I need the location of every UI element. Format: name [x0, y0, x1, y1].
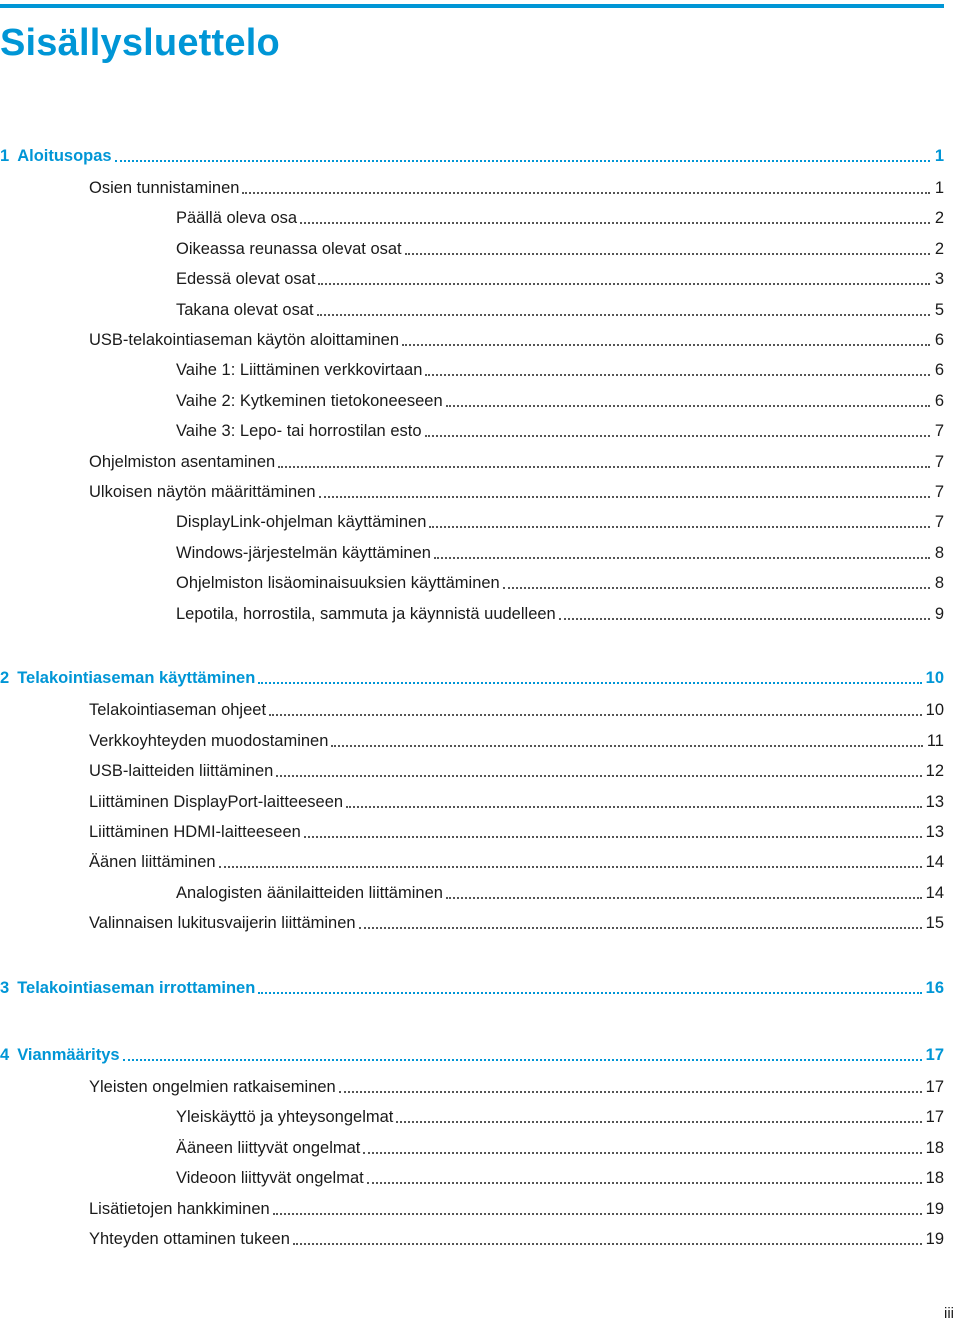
- toc-entry[interactable]: [176, 1134, 944, 1158]
- dot-leader: [300, 222, 930, 224]
- entry-page: 8: [934, 574, 944, 592]
- chapter-title: Telakointiaseman käyttäminen: [17, 669, 256, 687]
- entry-page: 6: [934, 392, 944, 410]
- toc-chapter-3[interactable]: [0, 974, 944, 998]
- entry-title: Edessä olevat osat: [176, 270, 316, 288]
- footer-page-number: iii: [944, 1305, 954, 1322]
- entry-page: 2: [934, 209, 944, 227]
- entry-page: 2: [934, 240, 944, 258]
- entry-title: Yhteyden ottaminen tukeen: [89, 1230, 290, 1248]
- entry-title: Vaihe 2: Kytkeminen tietokoneeseen: [176, 392, 443, 410]
- dot-leader: [402, 344, 930, 346]
- entry-title: Yleisten ongelmien ratkaiseminen: [89, 1078, 336, 1096]
- dot-leader: [434, 557, 930, 559]
- entry-page: 9: [934, 605, 944, 623]
- entry-page: 3: [934, 270, 944, 288]
- chapter-page: 17: [925, 1046, 944, 1064]
- chapter-title: Telakointiaseman irrottaminen: [17, 979, 256, 997]
- entry-title: Verkkoyhteyden muodostaminen: [89, 732, 329, 750]
- dot-leader: [339, 1091, 922, 1093]
- entry-title: Analogisten äänilaitteiden liittäminen: [176, 884, 443, 902]
- entry-page: 18: [925, 1169, 944, 1187]
- toc-chapter-1[interactable]: [0, 142, 944, 166]
- toc-entry[interactable]: [89, 448, 944, 472]
- entry-title: Ääneen liittyvät ongelmat: [176, 1139, 361, 1157]
- toc-entry[interactable]: [176, 569, 944, 593]
- toc-entry[interactable]: [176, 879, 944, 903]
- toc-entry[interactable]: [176, 356, 944, 380]
- toc-entry[interactable]: [176, 265, 944, 289]
- entry-title: Äänen liittäminen: [89, 853, 216, 871]
- toc-entry[interactable]: [89, 848, 944, 872]
- entry-page: 6: [934, 361, 944, 379]
- chapter-number: 2: [0, 669, 10, 687]
- entry-page: 11: [926, 732, 944, 750]
- dot-leader: [503, 587, 930, 589]
- dot-leader: [331, 745, 922, 747]
- entry-page: 14: [925, 884, 944, 902]
- toc-entry[interactable]: [89, 1225, 944, 1249]
- entry-title: USB-telakointiaseman käytön aloittaminen: [89, 331, 399, 349]
- entry-title: Windows-järjestelmän käyttäminen: [176, 544, 431, 562]
- entry-page: 8: [934, 544, 944, 562]
- entry-title: Valinnaisen lukitusvaijerin liittäminen: [89, 914, 356, 932]
- toc-entry[interactable]: [89, 1073, 944, 1097]
- entry-title: USB-laitteiden liittäminen: [89, 762, 274, 780]
- toc-entry[interactable]: [89, 326, 944, 350]
- toc-entry[interactable]: [89, 818, 944, 842]
- dot-leader: [276, 775, 921, 777]
- entry-title: Osien tunnistaminen: [89, 179, 240, 197]
- dot-leader: [359, 927, 922, 929]
- toc-entry[interactable]: [89, 727, 944, 751]
- entry-title: Takana olevat osat: [176, 301, 314, 319]
- toc-entry[interactable]: [89, 174, 944, 198]
- dot-leader: [367, 1182, 922, 1184]
- toc-entry[interactable]: [89, 909, 944, 933]
- toc-entry[interactable]: [176, 539, 944, 563]
- entry-page: 19: [925, 1230, 944, 1248]
- entry-page: 1: [934, 179, 944, 197]
- dot-leader: [273, 1213, 922, 1215]
- entry-page: 7: [934, 513, 944, 531]
- toc-entry[interactable]: [176, 235, 944, 259]
- toc-entry[interactable]: [176, 204, 944, 228]
- dot-leader: [318, 283, 930, 285]
- toc-entry[interactable]: [89, 788, 944, 812]
- dot-leader: [269, 714, 922, 716]
- chapter-page: 16: [925, 979, 944, 997]
- dot-leader: [425, 435, 930, 437]
- dot-leader: [242, 192, 930, 194]
- dot-leader: [446, 897, 922, 899]
- dot-leader: [278, 466, 930, 468]
- entry-page: 12: [925, 762, 944, 780]
- toc-entry[interactable]: [176, 508, 944, 532]
- chapter-title: Aloitusopas: [17, 147, 112, 165]
- entry-title: Videoon liittyvät ongelmat: [176, 1169, 364, 1187]
- dot-leader: [115, 160, 930, 162]
- dot-leader: [346, 806, 922, 808]
- dot-leader: [429, 526, 930, 528]
- entry-title: Ulkoisen näytön määrittäminen: [89, 483, 316, 501]
- dot-leader: [396, 1121, 921, 1123]
- toc-entry[interactable]: [89, 757, 944, 781]
- chapter-page: 1: [934, 147, 944, 165]
- entry-page: 15: [925, 914, 944, 932]
- chapter-page: 10: [925, 669, 944, 687]
- entry-page: 17: [925, 1108, 944, 1126]
- top-rule: [0, 4, 944, 8]
- entry-page: 6: [934, 331, 944, 349]
- entry-page: 10: [925, 701, 944, 719]
- entry-title: Vaihe 3: Lepo- tai horrostilan esto: [176, 422, 422, 440]
- entry-page: 13: [925, 823, 944, 841]
- dot-leader: [363, 1152, 921, 1154]
- toc-chapter-2[interactable]: [0, 664, 944, 688]
- toc-entry[interactable]: [176, 1103, 944, 1127]
- entry-title: DisplayLink-ohjelman käyttäminen: [176, 513, 427, 531]
- entry-page: 17: [925, 1078, 944, 1096]
- chapter-number: 3: [0, 979, 10, 997]
- toc-entry[interactable]: [176, 296, 944, 320]
- entry-page: 7: [934, 422, 944, 440]
- entry-title: Vaihe 1: Liittäminen verkkovirtaan: [176, 361, 423, 379]
- dot-leader: [319, 496, 930, 498]
- dot-leader: [219, 866, 922, 868]
- entry-page: 19: [925, 1200, 944, 1218]
- dot-leader: [425, 374, 930, 376]
- entry-title: Telakointiaseman ohjeet: [89, 701, 267, 719]
- entry-title: Oikeassa reunassa olevat osat: [176, 240, 402, 258]
- dot-leader: [317, 314, 930, 316]
- toc-entry[interactable]: [176, 417, 944, 441]
- toc-entry[interactable]: [176, 600, 944, 624]
- entry-page: 18: [925, 1139, 944, 1157]
- entry-page: 14: [925, 853, 944, 871]
- dot-leader: [405, 253, 930, 255]
- dot-leader: [258, 992, 921, 994]
- dot-leader: [258, 682, 921, 684]
- chapter-title: Vianmääritys: [17, 1046, 120, 1064]
- page-title: Sisällysluettelo: [0, 22, 280, 64]
- toc-entry[interactable]: [89, 478, 944, 502]
- entry-title: Yleiskäyttö ja yhteysongelmat: [176, 1108, 394, 1126]
- toc-chapter-4[interactable]: [0, 1041, 944, 1065]
- entry-page: 7: [934, 453, 944, 471]
- entry-title: Ohjelmiston asentaminen: [89, 453, 276, 471]
- entry-title: Liittäminen HDMI-laitteeseen: [89, 823, 301, 841]
- entry-title: Päällä oleva osa: [176, 209, 298, 227]
- toc-entry[interactable]: [176, 1164, 944, 1188]
- dot-leader: [559, 618, 930, 620]
- toc-entry[interactable]: [89, 1195, 944, 1219]
- toc-entry[interactable]: [176, 387, 944, 411]
- toc-entry[interactable]: [89, 696, 944, 720]
- entry-page: 13: [925, 793, 944, 811]
- chapter-number: 4: [0, 1046, 10, 1064]
- chapter-number: 1: [0, 147, 10, 165]
- dot-leader: [123, 1059, 922, 1061]
- entry-page: 5: [934, 301, 944, 319]
- dot-leader: [304, 836, 922, 838]
- entry-page: 7: [934, 483, 944, 501]
- dot-leader: [446, 405, 930, 407]
- dot-leader: [293, 1243, 922, 1245]
- entry-title: Lisätietojen hankkiminen: [89, 1200, 270, 1218]
- entry-title: Lepotila, horrostila, sammuta ja käynnistä uudelleen: [176, 605, 556, 623]
- entry-title: Ohjelmiston lisäominaisuuksien käyttäminen: [176, 574, 500, 592]
- entry-title: Liittäminen DisplayPort-laitteeseen: [89, 793, 344, 811]
